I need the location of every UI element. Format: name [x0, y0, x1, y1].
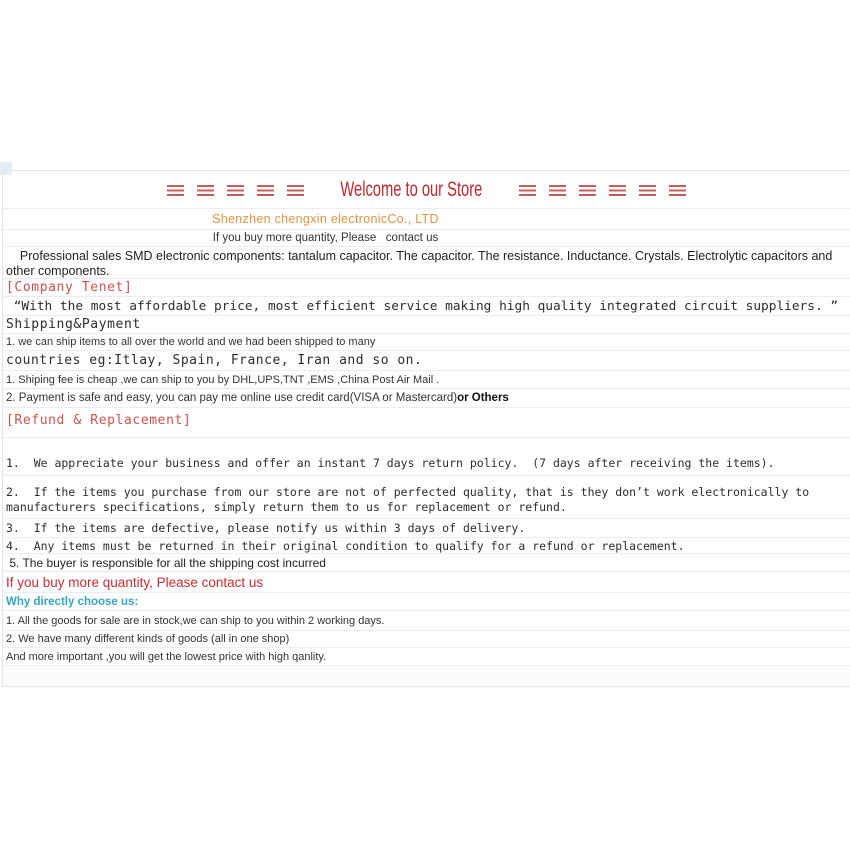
shipping-payment-heading: Shipping&Payment	[6, 317, 141, 332]
refund-heading: [Refund & Replacement]	[6, 413, 192, 428]
triple-bar-decor-left	[167, 182, 304, 197]
triple-bar-icon	[609, 185, 626, 197]
refund-item2-line1: 2. If the items you purchase from our store are not of perfected quality, that is they don’t work electronically to	[6, 485, 810, 499]
triple-bar-icon	[579, 185, 596, 197]
triple-bar-icon	[287, 185, 304, 197]
ship-worldwide-text: 1. we can ship items to all over the world and we had been shipped to many	[6, 336, 376, 348]
refund-item2-row	[3, 476, 850, 519]
shipping-fee-row	[3, 371, 850, 389]
refund-item1-row	[3, 438, 850, 476]
company-name: Shenzhen chengxin electronicCo., LTD	[212, 212, 439, 226]
company-tenet-heading: [Company Tenet]	[6, 280, 133, 295]
company-tenet-quote-row	[3, 297, 850, 316]
contact-note-row	[3, 230, 850, 247]
triple-bar-icon	[549, 185, 566, 197]
refund-item2-line2: manufacturers specifications, simply return them to us for replacement or refund.	[6, 499, 567, 514]
triple-bar-icon	[197, 185, 214, 197]
refund-item3: 3. If the items are defective, please notify us within 3 days of delivery.	[6, 521, 526, 535]
triple-bar-icon	[257, 185, 274, 197]
company-name-row	[3, 209, 850, 230]
why-choose-us-row	[3, 593, 850, 611]
intro-line1: Professional sales SMD electronic components: tantalum capacitor. The capacitor. The resistance. Inductance. Crystals. Electrolytic capacitors and	[6, 249, 833, 263]
company-tenet-quote: “With the most affordable price, most efficient service making high quality integrated circuit suppliers. ”	[6, 298, 839, 314]
reason1-text: 1. All the goods for sale are in stock,we can ship to you within 2 working days.	[6, 614, 385, 627]
company-tenet-heading-row	[3, 279, 850, 297]
refund-item4-row	[3, 538, 850, 554]
shipping-fee-text: 1. Shiping fee is cheap ,we can ship to you by DHL,UPS,TNT ,EMS ,China Post Air Mail .	[6, 373, 440, 386]
refund-heading-row	[3, 408, 850, 438]
empty-footer-row	[3, 666, 850, 687]
refund-item4: 4. Any items must be returned in their original condition to qualify for a refund or replacement.	[6, 538, 685, 553]
intro-row	[3, 247, 850, 279]
reason2-row	[3, 631, 850, 648]
page-title: Welcome to our Store	[340, 177, 483, 201]
intro-line2: other components.	[6, 264, 110, 278]
reason2-text: 2. We have many different kinds of goods (all in one shop)	[6, 633, 290, 645]
contact-note: If you buy more quantity, Please contact us	[212, 232, 439, 244]
reason3-text: And more important ,you will get the lowest price with high qanlity.	[6, 650, 327, 663]
why-choose-us-heading: Why directly choose us:	[6, 595, 139, 608]
welcome-header-row	[3, 171, 850, 209]
shipping-payment-heading-row	[3, 316, 850, 334]
triple-bar-icon	[167, 185, 184, 197]
payment-text: 2. Payment is safe and easy, you can pay me online use credit card(VISA or Mastercard)	[6, 392, 458, 404]
refund-item3-row	[3, 519, 850, 538]
payment-row	[3, 389, 850, 408]
refund-item5: 5. The buyer is responsible for all the shipping cost incurred	[6, 555, 326, 570]
triple-bar-decor-right	[519, 182, 686, 197]
reason3-row	[3, 648, 850, 666]
triple-bar-icon	[519, 185, 536, 197]
triple-bar-icon	[669, 185, 686, 197]
reason1-row	[3, 611, 850, 631]
triple-bar-icon	[639, 185, 656, 197]
store-description-table	[2, 170, 850, 687]
ship-worldwide-row	[3, 334, 850, 351]
payment-others-bold: or Others	[457, 392, 509, 404]
countries-row	[3, 351, 850, 371]
buy-more-contact-row	[3, 572, 850, 593]
countries-text: countries eg:Itlay, Spain, France, Iran and so on.	[6, 353, 423, 368]
refund-item5-row	[3, 554, 850, 572]
triple-bar-icon	[227, 185, 244, 197]
buy-more-contact-text: If you buy more quantity, Please contact us	[6, 574, 264, 590]
refund-item1: 1. We appreciate your business and offer an instant 7 days return policy. (7 days after receiving the items).	[6, 456, 775, 470]
